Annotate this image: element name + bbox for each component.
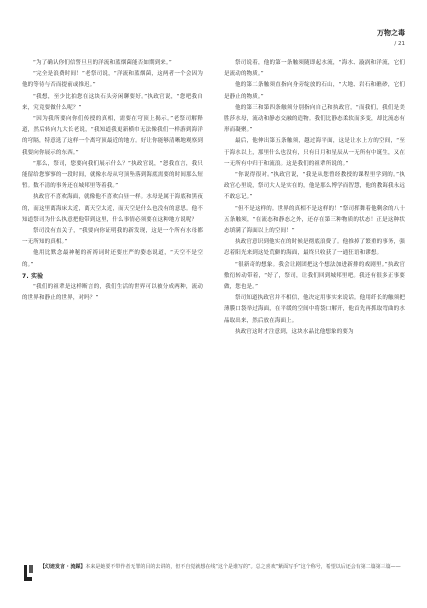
book-title: 万物之毒: [377, 29, 405, 37]
section-heading: 7. 实验: [22, 272, 44, 280]
footer-label: 【幻迹发言 · 流媒】: [40, 564, 86, 570]
footer-text-block: [40, 563, 401, 572]
right-column: [224, 58, 405, 338]
paragraph: “但不是这样的。世界的真相不是这样的！”祭司挥舞着他剩余的八十五条触须，“在流态和静态之外，还存在第三种物质的状态！正是这种状态填满了海面以上的空间！”: [224, 205, 405, 235]
paragraph: “我们的祖辈是这样断言的，我们生活的世界可以被分成两种，流动的世界和静止的世界，对吗？”: [22, 284, 203, 302]
paragraph: “我想，至少比拍您在这块石头旁闲聊要好。”执政官说，“您吧我自来，究竟要做什么呢？”: [22, 93, 203, 111]
paragraph: 祭司说着，他的第一条触须随即起水流，“海水、漩涡和洋流，它们是流动的物质。”: [224, 60, 405, 78]
paragraph: 执政官这时才注意到，这块水晶比他想象的要为: [235, 328, 354, 335]
paragraph: “你说得很对。”执政官说，“我是从您曾经教授的课程里学到的。”执政官心里说，祭司大人是实在的，他是那么博学而智慧，他的教诲我永远不敢忘记。”: [224, 172, 405, 201]
paragraph: “因为我所要向你们传授的真相，需要在穹顶上揭示。”老祭司解释道，然后转向九大长老说，“我知道我更新横巾无法像我们一样游到海洋的穹隔，特意选了这样一个离穹顶最近的地方。好让你能够清晰地观察到我要向你展示的东西。”: [22, 116, 203, 156]
page-number: / 21: [394, 41, 405, 47]
paragraph: “那么，祭司，您要向我们展示什么？”执政官说，“恕我直言，我只能留给您寥寥的一段时间，就像水母从穹顶坠落到海底需要的时间那么短暂。数不清的事务还在城邦里等着我。”: [22, 160, 203, 190]
paragraph: 祭司没有直关子，“我要向你证明我的新发现，这是一个所有水母都一无所知的真相。”: [22, 228, 203, 246]
paragraph: 他的第二条触须直指向身旁绽放的石山，“大地、岩石和礁砂，它们是静止的物质。”: [224, 82, 405, 100]
publisher-logo-icon: [22, 563, 34, 585]
paragraph: “很新奇的想象。我会让剧团把这个想法加进新排的戏剧里。”执政官敷衍转动带着，“好了，祭司，让我们回到城邦里吧。我还有很多正事要做，您也是。”: [224, 261, 405, 291]
paragraph: 执政官意识到他实在的时候是彻底浪费了。他推掉了繁重的事务，强忍着阳光来到这处荒僻的海面，最终只收获了一通狂语和谬想。: [224, 239, 405, 257]
footer-note: [22, 563, 405, 585]
left-column: [22, 58, 203, 304]
paragraph: “完全是浪费时间！”老祭司说，“洋流和蓝烟菌，这两者一个会因为他的等待与否而提前或推迟。”: [22, 71, 203, 89]
paragraph: 最后，他伸出第五条触须，越过海平面，这是让水上方的空间，“至于海水以上，那里什么也没有，只有日月和星辰从一无所有中诞生，又在一无所有中归于和流浪。这是我们的祖辈所说的。”: [224, 138, 405, 167]
paragraph: “为了确认你们信誓旦旦的洋流和蓝烟菌能否如期到来。”: [33, 60, 172, 66]
paragraph: 祭司知道执政官并不相信，他决定用事实来说话。他用纤长的触须把薄膜口袋举过海面，在平缓的空间中将袋口解开，他首先再抓取弯曲的水晶取出来，然后放在海面上。: [224, 295, 405, 324]
footer-body: 本来是她要不带作者无罪的目的去讲的，但不自觉就想在线“这个是谁写的”。总之喜欢“紫面写手”这个称号，希望以后还会有第二篇第三篇——: [85, 564, 401, 570]
paragraph: 执政官不喜欢海面，就像他不喜欢白昼一样。水母是属于海底和黑夜的，而这里离海床太近，离天空太近，而天空是什么也没有的意思。他不知道祭司为什么执意把他带到这里，什么事情必须要在这种地方说呢？: [22, 194, 203, 223]
paragraph: 他的第三和第四条触须分别指向自己和执政官，“而我们，我们是美胜莎水母，流动和静态交融的造物。我们比静态柔软而多变，却比流态有形而凝聚。”: [224, 104, 405, 134]
paragraph: 他用比默念最神秘的祈祷词时还要庄严的姿态说道，“天空不是空的。”: [22, 250, 203, 268]
